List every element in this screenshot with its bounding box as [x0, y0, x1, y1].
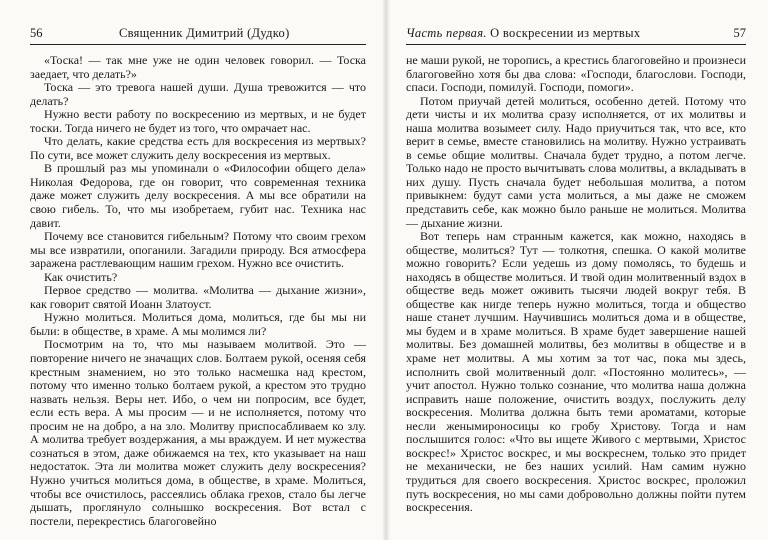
left-paragraph: Нужно молиться. Молиться дома, молиться, где бы мы ни были: в обществе, в храме. А мы молимся ли?: [30, 310, 366, 338]
left-paragraph: Как очистить?: [44, 269, 118, 284]
left-paragraph: Что делать, какие средства есть для воскресения из мертвых? По сути, все может служить делу воскресения из мертвых.: [30, 134, 366, 162]
right-page-number: 57: [733, 26, 746, 40]
right-running-head: [406, 26, 746, 45]
left-paragraph: Почему все становится гибельным? Потому что своим грехом мы все извратили, опоганили. Загадили природу. Вся атмосфера заражена растлевающим нашим грехом. Нужно все очистить.: [30, 229, 366, 271]
left-page-text: [30, 54, 366, 528]
book-gutter-shadow: [382, 0, 390, 540]
left-running-title: Священник Димитрий (Дудко): [118, 26, 290, 40]
left-paragraph: Посмотрим на то, что мы называем молитвой. Это — повторение ничего не значащих слов. Болтаем рукой, осеняя себя крестным знамением, но это только насмешка над крестом, потому что именно только болтаем рукой, а крестом это трудно назвать нельзя. Веры нет. Ибо, о чем ни попросим, все будет, если есть вера. А мы просим — и не исполняется, потому что просим не на добро, а на зло. Молитву приспосабливаем ко злу. А молитва требует воздержания, а мы враждуем. И нет мужества сознаться в этом, даже обижаемся на тех, кто указывает на наш недостаток. Эта ли молитва может служить делу воскресения? Нужно учиться молиться дома, в обществе, в храме. Молиться, чтобы все очистилось, рассеялись облака грехов, стало бы легче дышать, проглянуло солнышко воскресения. Вот встал с постели, перекрестись благоговейно: [30, 337, 366, 528]
right-page: [386, 0, 768, 540]
left-paragraph: Тоска — это тревога нашей души. Душа тревожится — что делать?: [30, 80, 366, 108]
left-paragraph: В прошлый раз мы упоминали о «Философии общего дела» Николая Федорова, где он говорит, что современная техника даже может служить делу воскресения. А мы все обратили на свою гибель. То, что мы изобретаем, губит нас. Техника нас давит.: [30, 161, 366, 230]
right-running-title: О воскресении из мертвых: [490, 26, 641, 40]
right-paragraph: Вот теперь нам странным кажется, как можно, находясь в обществе, молиться? Тут — толкотня, спешка. О какой молитве можно говорить? Если уедешь из дому помолясь, то будешь и находясь в обществе молиться. И твой один молитвенный вздох в обществе ведь может оживить тысячи людей вокруг тебя. В обществе как нигде теперь нужно молиться, тогда и общество наше станет лучшим. Научившись молиться дома и в обществе, мы будем и в храме молиться. В храме будет завершение нашей молитвы. Без домашней молитвы, без молитвы в обществе и в храме нет молитвы. А мы хотим за тот час, пока мы здесь, исполнить свой молитвенный долг. «Постоянно молитесь», — учит апостол. Нужно только сознание, что молитва наша должна исправить наше положение, очистить воздух, послужить делу воскресения. Молитва должна быть теми ароматами, которые несли женымироносицы ко гробу Христову. Тогда и нам послышится голос: «Что вы ищете Живого с мертвыми, Христос воскрес!» Христос воскрес, и мы воскреснем, только это придет не механически, не без наших усилий. Нам самим нужно трудиться для своего воскресения. Христос воскрес, проложил путь воскресения, но мы сами добровольно должны пойти путем воскресения.: [406, 229, 746, 515]
left-paragraph: Первое средство — молитва. «Молитва — дыхание жизни», как говорит святой Иоанн Златоуст.: [30, 283, 366, 311]
right-paragraph: Потом приучай детей молиться, особенно детей. Потому что дети чисты и их молитва сразу исполняется, от их молитвы и наша молитва возымеет силу. Надо приучиться так, что все, кто верит в семье, вместе становились на молитву. Нужно устраивать в семье общие молитвы. Сначала будет трудно, а потом легче. Только надо не просто вычитывать слова молитвы, а вкладывать в них душу. Пусть сначала будет небольшая молитва, а потом привыкнем: будут сами уста молиться, а мы даже не сможем представить себе, как можно было раньше не молиться. Молитва — дыхание жизни.: [406, 93, 746, 230]
left-paragraph: Нужно вести работу по воскресению из мертвых, и не будет тоски. Тогда ничего не будет из того, что омрачает нас.: [30, 107, 366, 135]
right-running-section: Часть первая.: [406, 26, 487, 40]
left-page-number: 56: [30, 26, 43, 40]
right-page-text: [406, 54, 746, 515]
left-paragraph: «Тоска! — так мне уже не один человек говорил. — Тоска заедает, что делать?»: [30, 53, 366, 81]
right-paragraph: не маши рукой, не торопись, а крестись благоговейно и произнеси благоговейно хотя бы два слова: «Господи, благослови. Господи, спаси. Господи, помилуй. Господи, помоги».: [406, 53, 746, 95]
right-running-title-group: [406, 26, 734, 41]
left-running-head: [30, 26, 366, 45]
